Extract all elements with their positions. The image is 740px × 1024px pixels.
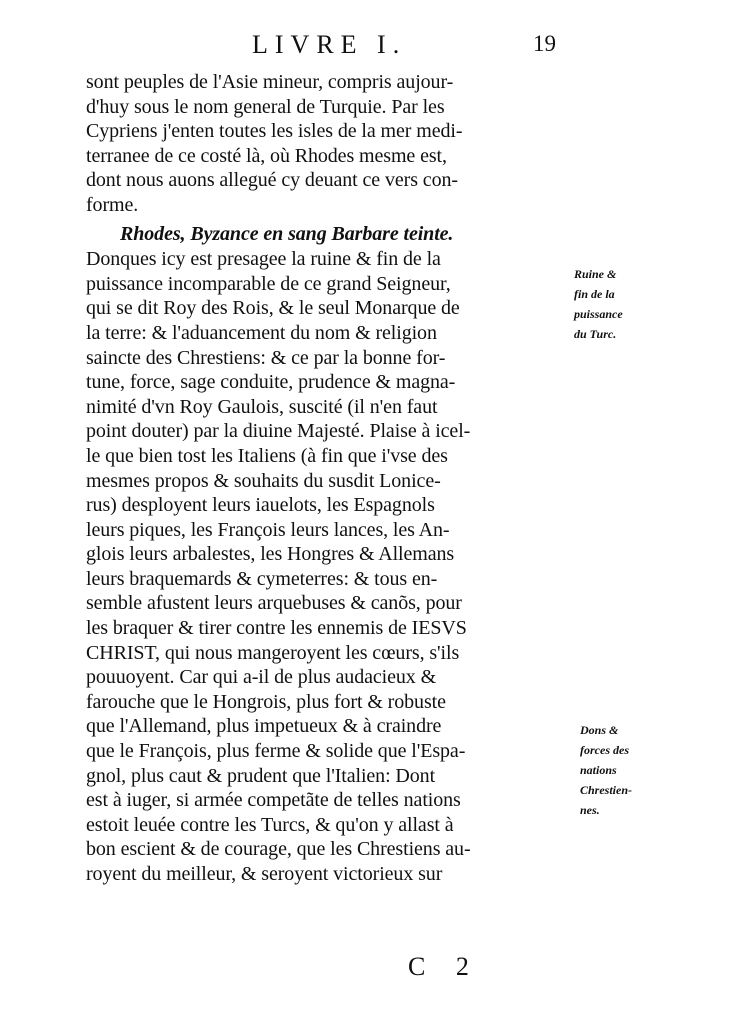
text-line: le que bien tost les Italiens (à fin que i'vse des (86, 444, 448, 467)
text-line: dont nous auons allegué cy deuant ce vers con- (86, 169, 458, 192)
text-line: puissance incomparable de ce grand Seigneur, (86, 272, 451, 295)
text-line: point douter) par la diuine Majesté. Plaise à icel- (86, 420, 471, 443)
margin-note-line: du Turc. (574, 327, 617, 341)
running-title: LIVRE I. (252, 30, 407, 59)
text-line: qui se dit Roy des Rois, & le seul Monarque de (86, 297, 460, 320)
margin-note-line: Chrestien- (580, 783, 633, 797)
verse-quotation: Rhodes, Byzance en sang Barbare teinte. (120, 222, 454, 245)
text-line: mesmes propos & souhaits du susdit Lonice- (86, 469, 441, 492)
text-line: leurs piques, les François leurs lances, les An- (86, 518, 450, 541)
text-line: que le François, plus ferme & solide que l'Espa- (86, 740, 466, 763)
running-head (0, 30, 740, 64)
text-line: saincte des Chrestiens: & ce par la bonne for- (86, 346, 446, 369)
text-line: terranee de ce costé là, où Rhodes mesme est, (86, 144, 447, 167)
text-line: glois leurs arbalestes, les Hongres & Allemans (86, 543, 455, 566)
margin-note-line: fin de la (574, 287, 615, 301)
margin-note-ruine (574, 264, 674, 344)
text-line: les braquer & tirer contre les ennemis de IESVS (86, 617, 467, 640)
text-line: estoit leuée contre les Turcs, & qu'on y allast à (86, 813, 454, 836)
margin-note-line: puissance (574, 307, 623, 321)
text-line: tune, force, sage conduite, prudence & magna- (86, 371, 456, 394)
margin-note-line: nes. (580, 803, 600, 817)
text-line: sont peuples de l'Asie mineur, compris aujour- (86, 71, 454, 93)
text-line: que l'Allemand, plus impetueux & à craindre (86, 715, 442, 738)
text-line: Donques icy est presagee la ruine & fin de la (86, 248, 441, 271)
text-line: forme. (86, 193, 139, 216)
margin-note-line: Dons & (580, 723, 619, 737)
text-line: CHRIST, qui nous mangeroyent les cœurs, s'ils (86, 641, 460, 664)
margin-note-line: Ruine & (574, 267, 617, 281)
margin-note-line: nations (580, 763, 617, 777)
text-line: farouche que le Hongrois, plus fort & robuste (86, 690, 446, 713)
text-line: gnol, plus caut & prudent que l'Italien: Dont (86, 764, 436, 787)
body-text (86, 70, 568, 887)
text-line: pouuoyent. Car qui a-il de plus audacieux & (86, 666, 437, 689)
text-line: la terre: & l'aduancement du nom & religion (86, 321, 437, 344)
text-line: rus) desployent leurs iauelots, les Espagnols (86, 494, 435, 517)
margin-note-dons (580, 720, 680, 820)
text-line: leurs braquemards & cymeterres: & tous en- (86, 567, 438, 590)
page-number: 19 (533, 31, 556, 56)
text-line: royent du meilleur, & seroyent victorieux sur (86, 863, 443, 885)
margin-note-line: forces des (580, 743, 629, 757)
text-line: Cypriens j'enten toutes les isles de la mer medi- (86, 120, 463, 143)
text-line: nimité d'vn Roy Gaulois, suscité (il n'en faut (86, 395, 438, 418)
text-line: semble afustent leurs arquebuses & canõs, pour (86, 592, 462, 615)
signature-mark: C 2 (408, 952, 481, 981)
text-line: bon escient & de courage, que les Chrestiens au- (86, 838, 471, 861)
text-line: d'huy sous le nom general de Turquie. Par les (86, 95, 445, 118)
text-line: est à iuger, si armée competãte de telles nations (86, 789, 461, 812)
